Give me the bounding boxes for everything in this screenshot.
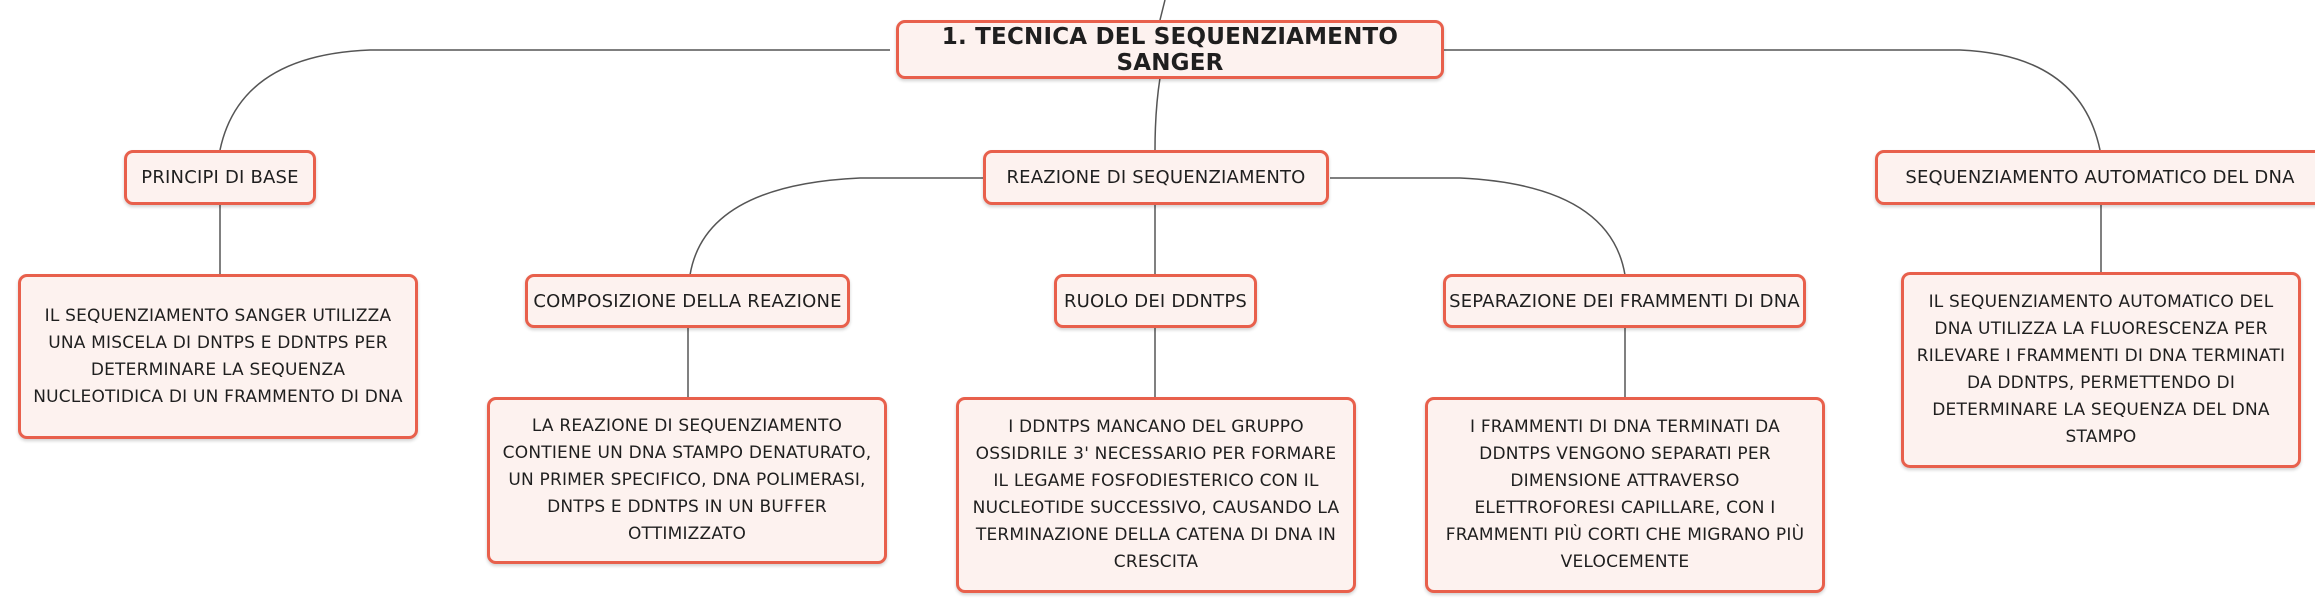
detail-ruolo-dei-ddntps[interactable] (956, 397, 1356, 593)
connector-parent-to-root (1160, 0, 1165, 20)
detail-sequenziamento-automatico[interactable] (1901, 272, 2301, 468)
topic-principi-di-base[interactable] (124, 150, 316, 205)
detail-composizione-della-reazione[interactable] (487, 397, 887, 564)
topic-composizione-della-reazione[interactable] (525, 274, 850, 328)
detail-ruolo-text: I DDNTPS MANCANO DEL GRUPPO OSSIDRILE 3' NECESSARIO PER FORMARE IL LEGAME FOSFODIESTERICO CON IL NUCLEOTIDE SUCCESSIVO, CAUSANDO LA TERMINAZIONE DELLA CATENA DI DNA IN CRESCITA (972, 417, 1340, 572)
root-topic[interactable] (896, 20, 1444, 79)
connector-reazione-to-separazione (1330, 178, 1625, 275)
detail-composizione-text: LA REAZIONE DI SEQUENZIAMENTO CONTIENE UN DNA STAMPO DENATURATO, UN PRIMER SPECIFICO, DNA POLIMERASI, DNTPS E DDNTPS IN UN BUFFER OTTIMIZZATO (502, 416, 872, 544)
topic-separazione-label: SEPARAZIONE DEI FRAMMENTI DI DNA (1449, 290, 1800, 312)
topic-ruolo-dei-ddntps[interactable] (1054, 274, 1257, 328)
topic-reazione-label: REAZIONE DI SEQUENZIAMENTO (1006, 167, 1306, 188)
connector-root-to-automatico (1444, 50, 2100, 150)
connector-root-to-reazione (1155, 78, 1160, 150)
topic-sequenziamento-automatico[interactable] (1875, 150, 2315, 205)
topic-principi-label: PRINCIPI DI BASE (141, 167, 299, 188)
detail-separazione-text: I FRAMMENTI DI DNA TERMINATI DA DDNTPS VENGONO SEPARATI PER DIMENSIONE ATTRAVERSO ELETTROFORESI CAPILLARE, CON I FRAMMENTI PIÙ CORTI CHE MIGRANO PIÙ VELOCEMENTE (1445, 417, 1805, 572)
detail-principi-di-base[interactable] (18, 274, 418, 439)
detail-separazione-dei-frammenti[interactable] (1425, 397, 1825, 593)
connector-root-to-principi (220, 50, 890, 150)
connector-reazione-to-composizione (690, 178, 983, 275)
topic-reazione-di-sequenziamento[interactable] (983, 150, 1329, 205)
topic-separazione-dei-frammenti[interactable] (1443, 274, 1806, 328)
root-topic-label: 1. TECNICA DEL SEQUENZIAMENTO SANGER (941, 23, 1399, 76)
detail-automatico-text: IL SEQUENZIAMENTO AUTOMATICO DEL DNA UTILIZZA LA FLUORESCENZA PER RILEVARE I FRAMMENTI DI DNA TERMINATI DA DDNTPS, PERMETTENDO DI DETERMINARE LA SEQUENZA DEL DNA STAMPO (1916, 292, 2286, 447)
topic-ruolo-label: RUOLO DEI DDNTPS (1063, 290, 1248, 312)
topic-automatico-label: SEQUENZIAMENTO AUTOMATICO DEL DNA (1905, 167, 2295, 188)
topic-composizione-label: COMPOSIZIONE DELLA REAZIONE (533, 290, 842, 312)
detail-principi-text: IL SEQUENZIAMENTO SANGER UTILIZZA UNA MISCELA DI DNTPS E DDNTPS PER DETERMINARE LA SEQUENZA NUCLEOTIDICA DI UN FRAMMENTO DI DNA (33, 305, 403, 407)
